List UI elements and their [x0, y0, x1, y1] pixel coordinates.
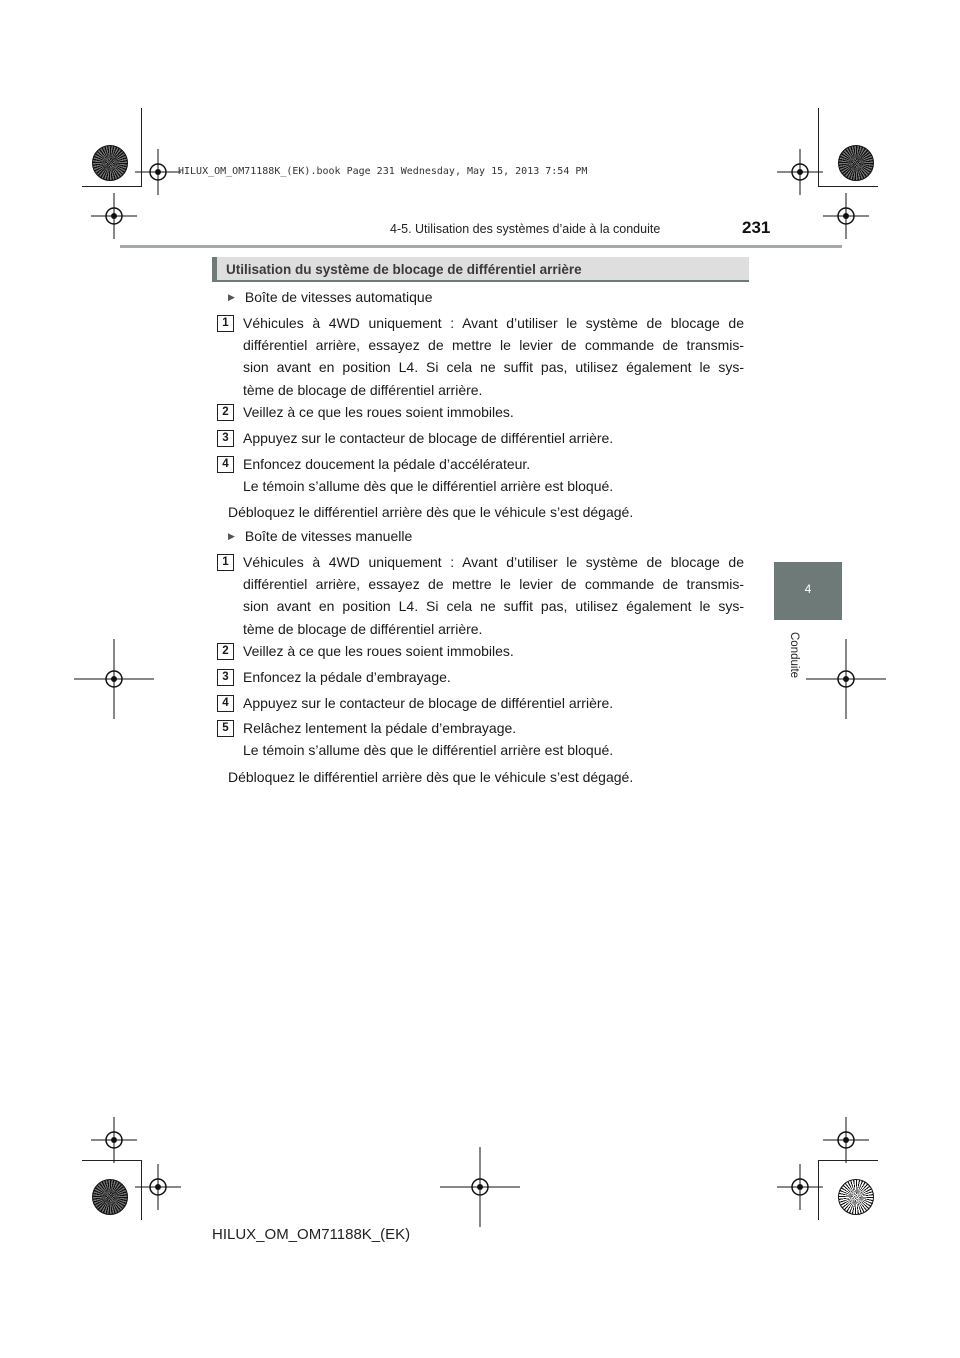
page-number: 231 [742, 218, 771, 237]
step-number: 2 [217, 404, 234, 421]
crosshair-icon [74, 639, 154, 719]
triangle-bullet-icon: ▶ [228, 531, 235, 541]
step-number: 4 [217, 456, 234, 473]
note-text: Débloquez le différentiel arrière dès que le véhicule s’est dégagé. [228, 769, 634, 785]
subheading-manual [228, 528, 412, 544]
text-line: Enfoncez doucement la pédale d’accélérateur. [243, 456, 531, 472]
chapter-tab [774, 562, 842, 620]
crosshair-icon [823, 193, 869, 239]
crosshair-icon [91, 1117, 137, 1163]
chapter-label: Conduite [788, 632, 800, 679]
subheading-automatic [228, 289, 432, 305]
color-wheel-icon [92, 1179, 128, 1215]
step-text [243, 312, 744, 401]
footer-model-code: HILUX_OM_OM71188K_(EK) [212, 1226, 411, 1243]
color-wheel-icon [92, 145, 128, 181]
step-text [243, 427, 744, 449]
crosshair-icon [91, 193, 137, 239]
step-number: 4 [217, 695, 234, 712]
step-text [243, 640, 744, 662]
crosshair-icon [135, 1164, 181, 1210]
crosshair-icon [777, 149, 823, 195]
print-file-stamp: HILUX_OM_OM71188K_(EK).book Page 231 Wednesday, May 15, 2013 7:54 PM [178, 166, 588, 177]
section-heading [212, 257, 749, 282]
color-wheel-icon [838, 1179, 874, 1215]
chapter-number: 4 [804, 582, 812, 596]
text-line: différentiel arrière, essayez de mettre le levier de commande de transmis- [243, 337, 744, 354]
subheading-automatic-text: Boîte de vitesses automatique [244, 289, 433, 305]
text-line: Relâchez lentement la pédale d’embrayage. [243, 720, 517, 736]
text-line: Appuyez sur le contacteur de blocage de différentiel arrière. [243, 695, 614, 711]
crosshair-icon [777, 1164, 823, 1210]
text-line: Le témoin s’allume dès que le différentiel arrière est bloqué. [243, 478, 614, 495]
header-title: 4-5. Utilisation des systèmes d’aide à la conduite [390, 222, 661, 236]
text-line: Enfoncez la pédale d’embrayage. [243, 669, 451, 685]
crosshair-icon [440, 1147, 520, 1227]
note-text: Débloquez le différentiel arrière dès que le véhicule s’est dégagé. [228, 504, 634, 520]
step-text [243, 551, 744, 640]
section-heading-text: Utilisation du système de blocage de différentiel arrière [226, 262, 582, 277]
crosshair-icon [823, 1117, 869, 1163]
step-text [243, 717, 744, 761]
text-line: Veillez à ce que les roues soient immobiles. [243, 643, 514, 659]
step-number: 5 [217, 720, 234, 737]
header-rule [120, 245, 842, 248]
crosshair-icon [135, 149, 181, 195]
text-line: différentiel arrière, essayez de mettre le levier de commande de transmis- [243, 576, 744, 593]
text-line: Appuyez sur le contacteur de blocage de différentiel arrière. [243, 430, 614, 446]
triangle-bullet-icon: ▶ [228, 292, 235, 302]
step-number: 3 [217, 430, 234, 447]
step-number: 1 [217, 554, 234, 571]
text-line: sion avant en position L4. Si cela ne suffit pas, utilisez également le sys- [243, 359, 744, 376]
text-line: Véhicules à 4WD uniquement : Avant d’utiliser le système de blocage de [243, 554, 744, 570]
color-wheel-icon [838, 145, 874, 181]
step-text [243, 692, 744, 714]
text-line: tème de blocage de différentiel arrière. [243, 620, 483, 637]
text-line: sion avant en position L4. Si cela ne suffit pas, utilisez également le sys- [243, 598, 744, 615]
crosshair-icon [806, 639, 886, 719]
text-line: Le témoin s’allume dès que le différentiel arrière est bloqué. [243, 742, 614, 759]
step-number: 1 [217, 315, 234, 332]
step-number: 3 [217, 669, 234, 686]
subheading-manual-text: Boîte de vitesses manuelle [244, 528, 413, 544]
text-line: Veillez à ce que les roues soient immobiles. [243, 404, 514, 420]
text-line: tème de blocage de différentiel arrière. [243, 381, 483, 398]
step-text [243, 666, 744, 688]
step-number: 2 [217, 643, 234, 660]
step-text [243, 401, 744, 423]
step-text [243, 453, 744, 497]
text-line: Véhicules à 4WD uniquement : Avant d’utiliser le système de blocage de [243, 315, 744, 331]
